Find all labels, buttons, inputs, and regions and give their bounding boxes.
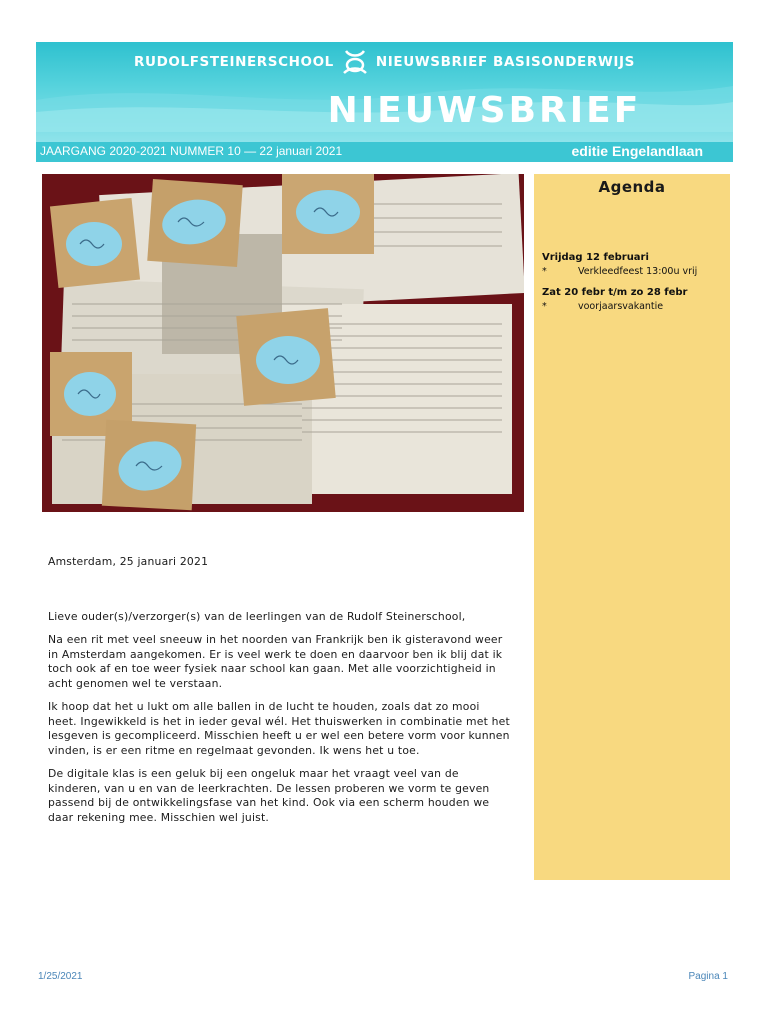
agenda-item-text: voorjaarsvakantie — [578, 301, 664, 312]
agenda-item-detail — [542, 266, 726, 277]
school-name-line — [36, 51, 733, 73]
footer-page-number: Pagina 1 — [688, 971, 728, 982]
newsletter-subtitle: NIEUWSBRIEF BASISONDERWIJS — [375, 54, 635, 70]
newsletter-title: NIEUWSBRIEF — [327, 90, 642, 131]
agenda-title: Agenda — [598, 178, 666, 196]
masthead-banner — [36, 42, 733, 142]
footer-date: 1/25/2021 — [38, 971, 83, 982]
bullet-marker: * — [542, 301, 547, 312]
agenda-item-detail — [542, 301, 726, 312]
agenda-sidebar — [534, 174, 730, 880]
letter-paragraph: Na een rit met veel sneeuw in het noorden van Frankrijk ben ik gisteravond weer in Amsterdam aangekomen. Er is veel werk te doen en daarvoor ben ik blij dat ik toch ook af en toe weer fysiek naar school kan gaan. Met alle voorzichtigheid in acht genomen wel te verstaan. — [48, 633, 503, 690]
issue-bar — [36, 142, 733, 162]
packages-illustration — [42, 174, 524, 512]
bullet-marker: * — [542, 266, 547, 277]
school-logo-icon — [340, 47, 370, 77]
letter-paragraph: De digitale klas is een geluk bij een ongeluk maar het vraagt veel van de kinderen, van u en van de leerkrachten. De lessen proberen we vorm te geven passend bij de ontwikkelingsfase van het kind. Ook via een scherm houden we daar rekening mee. Misschien wel juist. — [48, 767, 490, 824]
agenda-item-date: Vrijdag 12 februari — [542, 252, 649, 263]
issue-info: JAARGANG 2020-2021 NUMMER 10 — 22 januari 2021 — [40, 144, 343, 158]
agenda-item-date: Zat 20 febr t/m zo 28 febr — [542, 287, 688, 298]
agenda-item — [542, 252, 726, 277]
letter-dateline: Amsterdam, 25 januari 2021 — [48, 555, 209, 568]
school-name: RUDOLFSTEINERSCHOOL — [134, 54, 334, 70]
wrapped-packages-photo — [42, 174, 524, 512]
letter-body — [48, 555, 510, 834]
agenda-item-text: Verkleedfeest 13:00u vrij — [578, 266, 698, 277]
letter-salutation: Lieve ouder(s)/verzorger(s) van de leerlingen van de Rudolf Steinerschool, — [48, 609, 466, 623]
agenda-list — [542, 252, 726, 322]
letter-paragraph: Ik hoop dat het u lukt om alle ballen in de lucht te houden, zoals dat zo mooi heet. Ingewikkeld is het in ieder geval wél. Het thuiswerken in combinatie met het lesgeven is gecompliceerd. Misschien heeft u er wel een betere vorm voor kunnen vinden, is er een ritme en regelmaat gevonden. Ik wens het u toe. — [48, 700, 510, 757]
edition-label: editie Engelandlaan — [571, 143, 703, 159]
agenda-item — [542, 287, 726, 312]
